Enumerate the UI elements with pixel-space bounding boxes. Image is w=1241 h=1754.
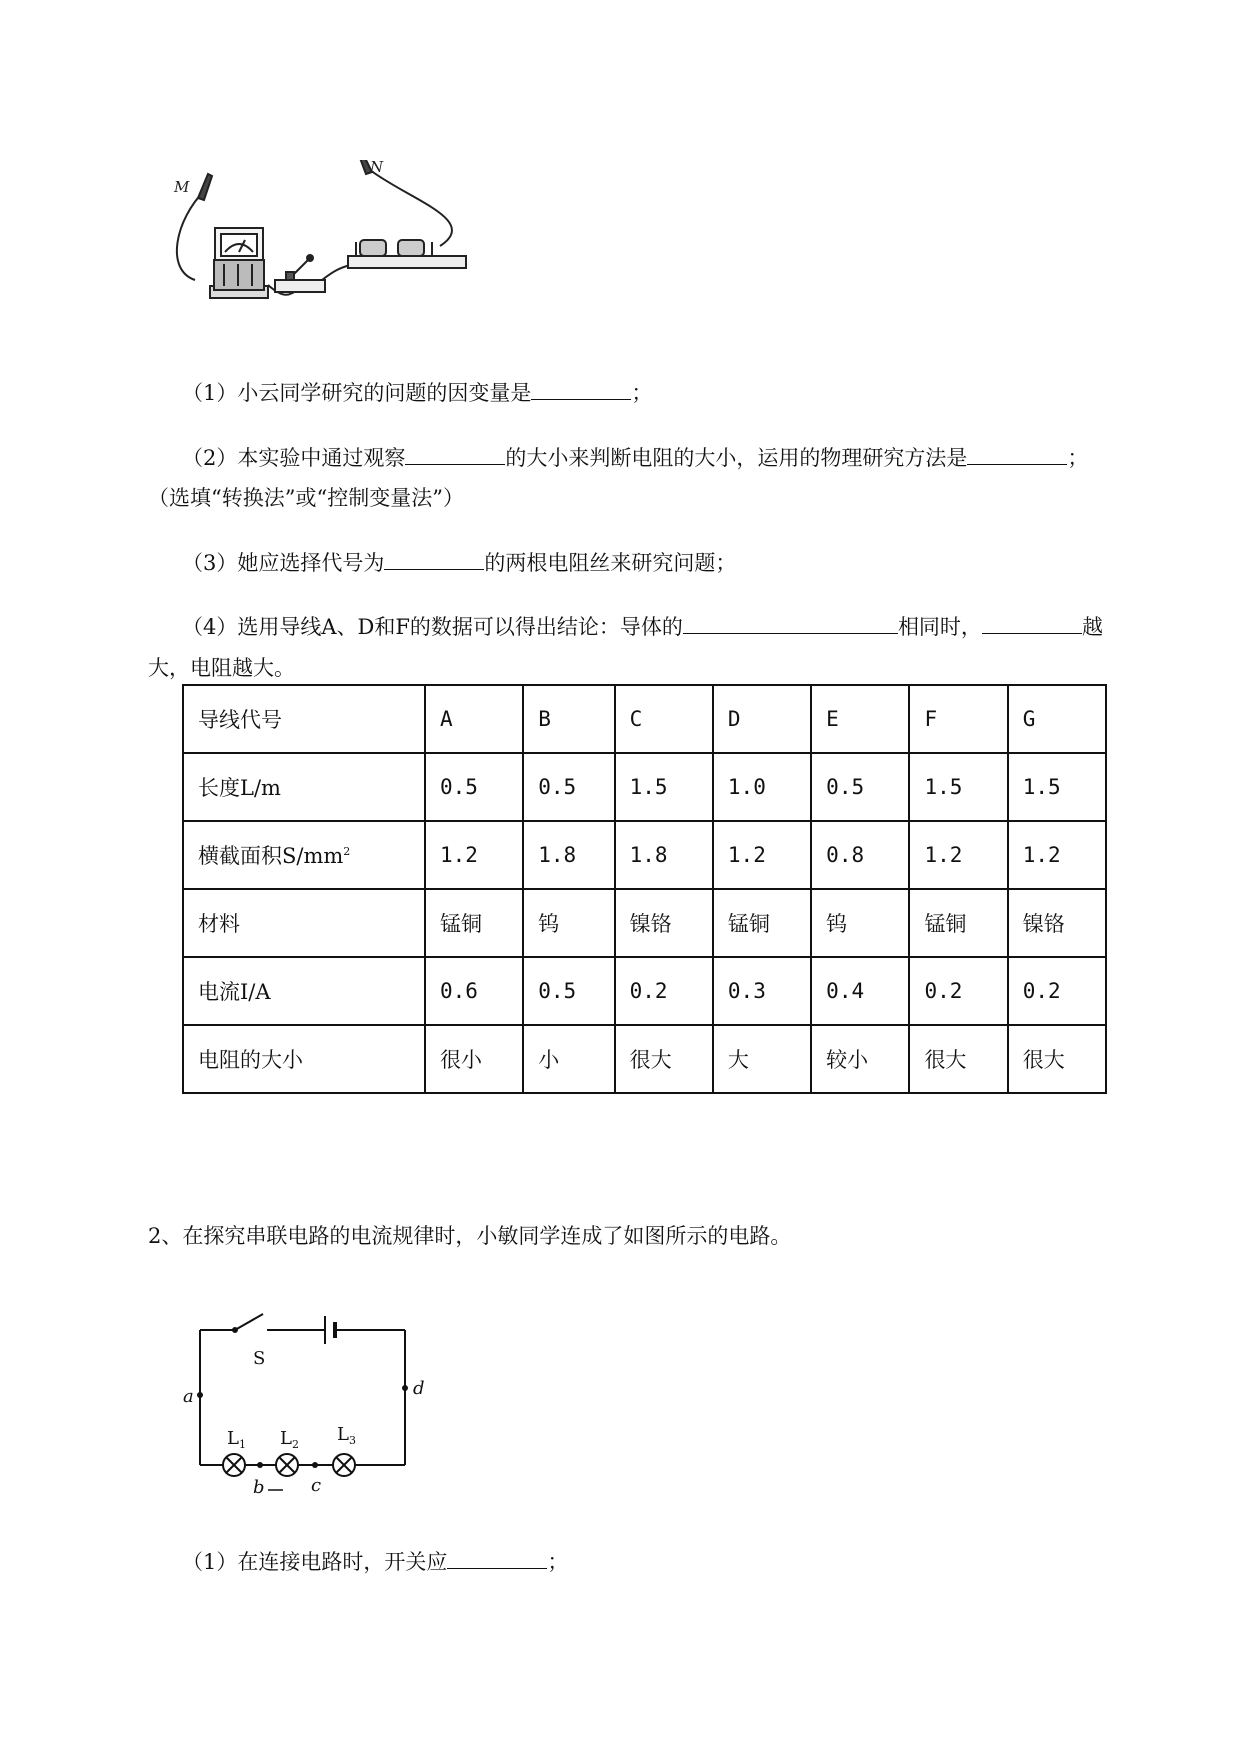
table-cell: 大: [713, 1025, 811, 1093]
q2-part1: （1）在连接电路时，开关应 ；: [182, 1546, 568, 1576]
table-row: [183, 889, 1106, 957]
table-row: [183, 957, 1106, 1025]
table-cell: C: [615, 685, 713, 753]
table-cell: 钨: [523, 889, 614, 957]
q1-part2-note: （选填“转换法”或“控制变量法”）: [148, 486, 464, 510]
row-header: 横截面积$S/mm^2$: [183, 821, 425, 889]
answer-blank[interactable]: [405, 442, 505, 465]
table-cell: A: [425, 685, 523, 753]
series-circuit-figure: [175, 1310, 455, 1510]
label-m: M: [174, 178, 190, 196]
q1-part1: （1）小云同学研究的问题的因变量是 ；: [182, 377, 652, 407]
table-cell: 1.0: [713, 753, 811, 821]
table-row: [183, 685, 1106, 753]
node-b: [257, 1462, 263, 1468]
table-cell: 很大: [1008, 1025, 1106, 1093]
node-a: [197, 1392, 203, 1398]
label-l2: $L_2$: [280, 1428, 299, 1451]
table-cell: 0.2: [909, 957, 1007, 1025]
table-cell: G: [1008, 685, 1106, 753]
table-cell: 很大: [615, 1025, 713, 1093]
table-cell: 0.4: [811, 957, 909, 1025]
row-header: 材料: [183, 889, 425, 957]
table-cell: 镍铬: [615, 889, 713, 957]
lamp-l3: [333, 1454, 355, 1476]
answer-blank[interactable]: [384, 547, 484, 570]
node-d: [402, 1385, 408, 1391]
row-header: 导线代号: [183, 685, 425, 753]
table-cell: D: [713, 685, 811, 753]
q1-part4-cont: 大，电阻越大。: [148, 656, 295, 680]
table-cell: E: [811, 685, 909, 753]
table-cell: 0.8: [811, 821, 909, 889]
row-header: 电阻的大小: [183, 1025, 425, 1093]
label-s: S: [253, 1348, 266, 1369]
q1-part2: （2）本实验中通过观察 的大小来判断电阻的大小，运用的物理研究方法是 ；: [182, 442, 1088, 472]
table-cell: 0.5: [523, 957, 614, 1025]
answer-blank[interactable]: [447, 1546, 547, 1569]
label-d: d: [413, 1378, 425, 1399]
table-cell: F: [909, 685, 1007, 753]
wire-data-table: [182, 684, 1107, 1094]
label-a: a: [183, 1386, 194, 1407]
table-cell: 小: [523, 1025, 614, 1093]
switch-lever: [235, 1314, 263, 1330]
lamp-l2: [276, 1454, 298, 1476]
table-cell: 1.8: [523, 821, 614, 889]
table-cell: 锰铜: [909, 889, 1007, 957]
label-l1: $L_1$: [227, 1428, 246, 1451]
table-cell: 0.2: [1008, 957, 1106, 1025]
table-cell: 1.2: [713, 821, 811, 889]
table-cell: 钨: [811, 889, 909, 957]
row-header: 长度L/m: [183, 753, 425, 821]
table-cell: 0.5: [811, 753, 909, 821]
table-cell: 0.5: [425, 753, 523, 821]
table-cell: B: [523, 685, 614, 753]
table-cell: 1.2: [909, 821, 1007, 889]
table-row: [183, 753, 1106, 821]
node-c: [312, 1462, 318, 1468]
q1-part3: （3）她应选择代号为 的两根电阻丝来研究问题；: [182, 547, 736, 577]
table-cell: 1.5: [615, 753, 713, 821]
table-cell: 0.3: [713, 957, 811, 1025]
table-row: [183, 1025, 1106, 1093]
table-cell: 0.6: [425, 957, 523, 1025]
label-n: N: [370, 160, 384, 176]
label-b: b: [253, 1477, 265, 1498]
table-cell: 镍铬: [1008, 889, 1106, 957]
label-l3: $L_3$: [337, 1424, 356, 1447]
table-cell: 锰铜: [425, 889, 523, 957]
table-cell: 较小: [811, 1025, 909, 1093]
answer-blank[interactable]: [531, 377, 631, 400]
table-row: [183, 821, 1106, 889]
table-cell: 1.5: [909, 753, 1007, 821]
lamp-l1: [223, 1454, 245, 1476]
table-cell: 1.8: [615, 821, 713, 889]
q1-part4: （4）选用导线A、D和F的数据可以得出结论：导体的 相同时， 越: [182, 611, 1103, 641]
table-cell: 很大: [909, 1025, 1007, 1093]
row-header: 电流I/A: [183, 957, 425, 1025]
table-cell: 0.2: [615, 957, 713, 1025]
table-cell: 1.2: [1008, 821, 1106, 889]
experiment-apparatus-figure: [170, 160, 470, 335]
q2-intro: 2、在探究串联电路的电流规律时，小敏同学连成了如图所示的电路。: [148, 1224, 792, 1248]
label-c: c: [311, 1475, 322, 1496]
answer-blank[interactable]: [683, 611, 898, 634]
answer-blank[interactable]: [982, 611, 1082, 634]
table-cell: 1.2: [425, 821, 523, 889]
table-cell: 1.5: [1008, 753, 1106, 821]
answer-blank[interactable]: [967, 442, 1067, 465]
table-cell: 锰铜: [713, 889, 811, 957]
table-cell: 很小: [425, 1025, 523, 1093]
table-cell: 0.5: [523, 753, 614, 821]
